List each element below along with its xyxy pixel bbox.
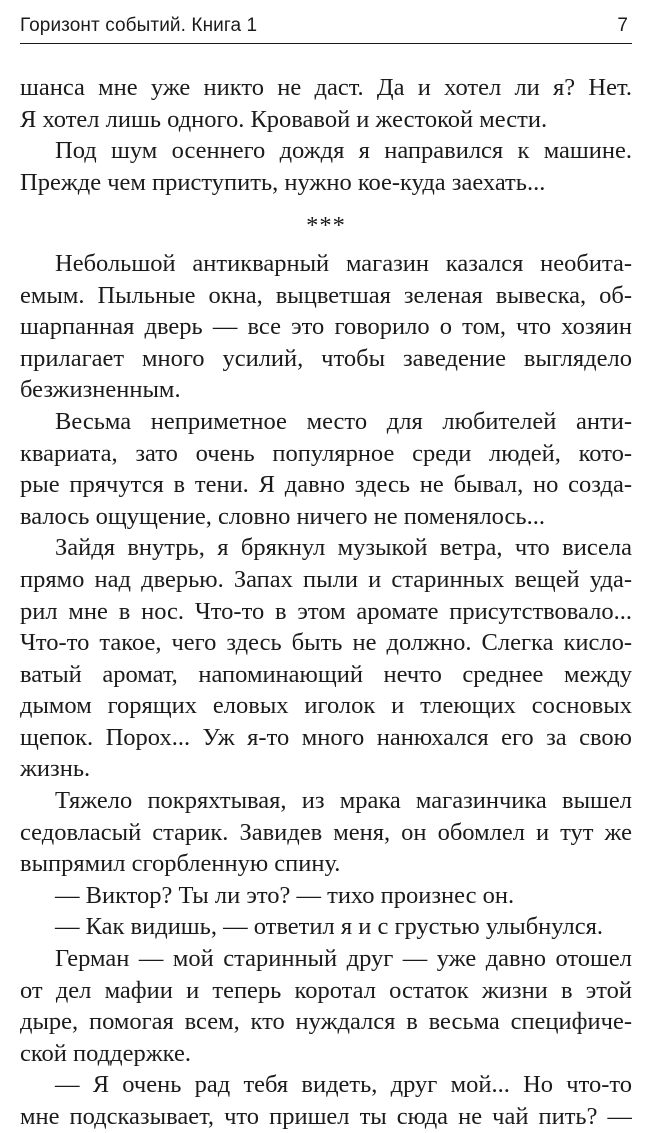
text-line: безжизненным.	[20, 376, 181, 404]
text-line: Прежде чем приступить, нужно кое-куда заехать...	[20, 168, 546, 196]
text-line: Я хотел лишь одного. Кровавой и жестокой мести.	[20, 105, 548, 133]
text-line: Под шум осеннего дождя я направился к машине.	[55, 137, 632, 165]
text-line: рил мне в нос. Что-то в этом аромате присутствовало...	[20, 597, 632, 625]
text-line: — Я очень рад тебя видеть, друг мой... Но что-то	[55, 1071, 632, 1099]
paragraph	[20, 943, 632, 1069]
scene-break	[20, 210, 632, 242]
paragraph	[20, 880, 632, 912]
text-line: дыре, помогая всем, кто нуждался в весьма специфиче-	[20, 1008, 632, 1036]
paragraph	[20, 911, 632, 943]
paragraph	[20, 135, 632, 198]
text-line: валось ощущение, словно ничего не поменялось...	[20, 502, 545, 530]
text-line: дымом горящих еловых иголок и тлеющих сосновых	[20, 692, 632, 720]
text-line: прилагает много усилий, чтобы заведение выглядело	[20, 344, 632, 372]
text-line: квариата, зато очень популярное среди людей, кото-	[20, 439, 632, 467]
text-line: — Виктор? Ты ли это? — тихо произнес он.	[55, 881, 515, 909]
paragraph	[20, 72, 632, 135]
scene-break-mark: ***	[306, 212, 346, 240]
text-line: прямо над дверью. Запах пыли и старинных вещей уда-	[20, 565, 632, 593]
running-title: Горизонт событий. Книга 1	[20, 15, 258, 36]
text-line: Небольшой антикварный магазин казался необита-	[55, 249, 632, 277]
text-line: щепок. Порох... Уж я-то много нанюхался его за свою	[20, 723, 632, 751]
text-line: жизнь.	[20, 755, 91, 783]
text-line: ской поддержке.	[20, 1039, 191, 1067]
text-line: седовласый старик. Завидев меня, он обомлел и тут же	[20, 818, 632, 846]
paragraph	[20, 248, 632, 406]
page-number: 7	[617, 15, 628, 36]
text-line: Герман — мой старинный друг — уже давно отошел	[55, 945, 632, 973]
text-line: выпрямил сгорбленную спину.	[20, 850, 341, 878]
text-line: мне подсказывает, что пришел ты сюда не чай пить? —	[20, 1103, 632, 1130]
body-text	[20, 72, 632, 1133]
text-line: шанса мне уже никто не даст. Да и хотел ли я? Нет.	[20, 74, 632, 101]
text-line: — Как видишь, — ответил я и с грустью улыбнулся.	[55, 913, 603, 941]
text-line: емым. Пыльные окна, выцветшая зеленая вывеска, об-	[20, 281, 632, 309]
text-line: Зайдя внутрь, я брякнул музыкой ветра, что висела	[55, 534, 632, 562]
text-line: Весьма неприметное место для любителей анти-	[55, 407, 632, 435]
text-line: Тяжело покряхтывая, из мрака магазинчика вышел	[55, 787, 632, 815]
paragraph	[20, 406, 632, 532]
text-line: ватый аромат, напоминающий нечто среднее между	[20, 660, 632, 688]
paragraph	[20, 1069, 632, 1132]
text-line: Что-то такое, чего здесь быть не должно. Слегка кисло-	[20, 629, 632, 657]
text-line: рые прячутся в тени. Я давно здесь не бывал, но созда-	[20, 471, 632, 499]
text-line: от дел мафии и теперь коротал остаток жизни в этой	[20, 976, 632, 1004]
text-line: шарпанная дверь — все это говорило о том, что хозяин	[20, 313, 632, 341]
running-header	[20, 12, 632, 44]
paragraph	[20, 532, 632, 785]
paragraph	[20, 785, 632, 880]
